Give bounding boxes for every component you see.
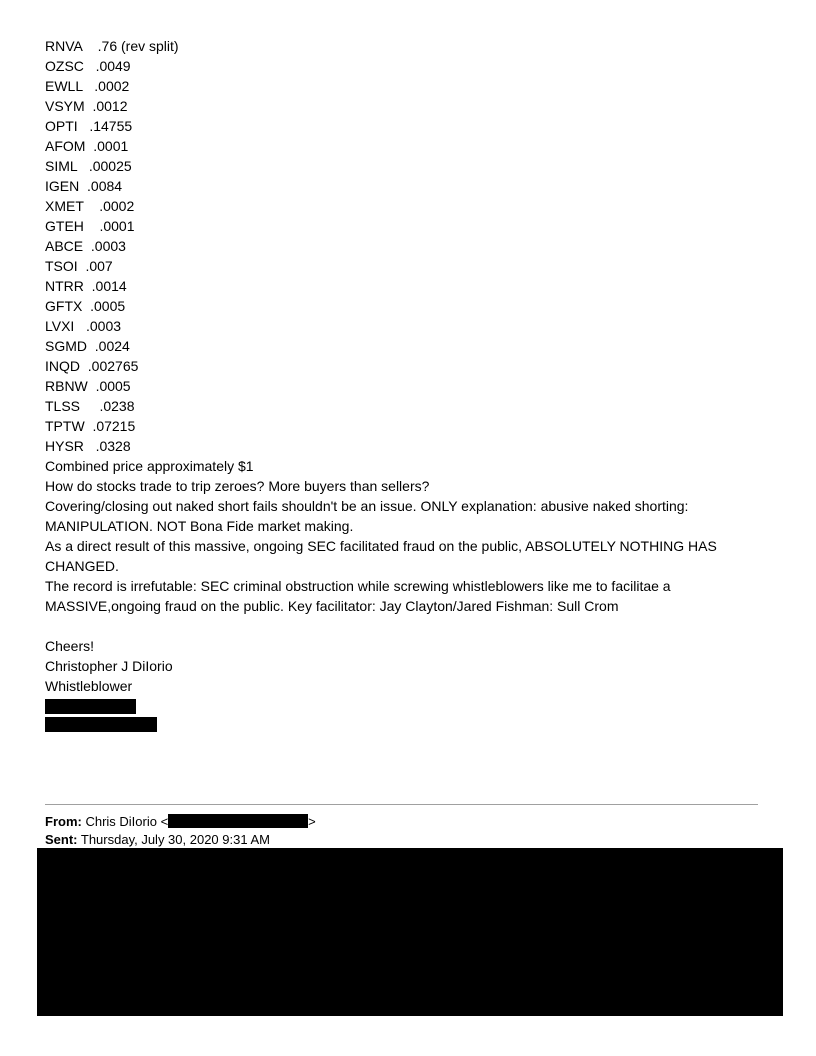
ticker-price: .0238 xyxy=(99,398,135,414)
ticker-row xyxy=(45,316,765,336)
signature-name: Christopher J DiIorio xyxy=(45,658,173,674)
ticker-spacing xyxy=(88,378,96,394)
ticker-symbol: LVXI xyxy=(45,318,75,334)
redacted-block xyxy=(37,848,783,1016)
ticker-row xyxy=(45,56,765,76)
ticker-symbol: TSOI xyxy=(45,258,78,274)
ticker-spacing xyxy=(84,218,100,234)
ticker-symbol: XMET xyxy=(45,198,84,214)
from-row xyxy=(45,813,765,831)
ticker-spacing xyxy=(84,58,96,74)
ticker-row xyxy=(45,156,765,176)
ticker-row xyxy=(45,436,765,456)
message-divider xyxy=(45,804,758,805)
ticker-row xyxy=(45,96,765,116)
combined-price-text: Combined price approximately $1 xyxy=(45,458,254,474)
question-text: How do stocks trade to trip zeroes? More buyers than sellers? xyxy=(45,478,430,494)
ticker-price: .0049 xyxy=(95,58,131,74)
ticker-price: .0328 xyxy=(95,438,131,454)
ticker-spacing xyxy=(80,358,88,374)
ticker-symbol: INQD xyxy=(45,358,80,374)
record-paragraph: The record is irrefutable: SEC criminal obstruction while screwing whistleblowers like me to facilitae a MASSIVE,ongoing fraud on the public. Key facilitator: Jay Clayton/Jared Fishman: Sull Crom xyxy=(45,578,671,614)
ticker-symbol: AFOM xyxy=(45,138,86,154)
ticker-spacing xyxy=(79,178,87,194)
ticker-spacing xyxy=(78,118,90,134)
result-paragraph: As a direct result of this massive, ongoing SEC facilitated fraud on the public, ABSOLUTELY NOTHING HAS CHANGED. xyxy=(45,538,717,574)
redacted-email-address xyxy=(168,814,308,828)
ticker-row xyxy=(45,136,765,156)
ticker-price: .0084 xyxy=(87,178,123,194)
from-name: Chris DiIorio < xyxy=(81,814,169,829)
ticker-price: .007 xyxy=(85,258,113,274)
ticker-price: .76 (rev split) xyxy=(97,38,179,54)
ticker-symbol: EWLL xyxy=(45,78,83,94)
ticker-price: .0001 xyxy=(93,138,129,154)
ticker-spacing xyxy=(83,238,91,254)
ticker-symbol: ABCE xyxy=(45,238,84,254)
ticker-row xyxy=(45,356,765,376)
ticker-spacing xyxy=(80,398,99,414)
ticker-price: .14755 xyxy=(89,118,133,134)
sent-row xyxy=(45,831,765,849)
ticker-row xyxy=(45,116,765,136)
ticker-symbol: NTRR xyxy=(45,278,84,294)
ticker-symbol: TLSS xyxy=(45,398,81,414)
ticker-price: .0001 xyxy=(99,218,135,234)
ticker-price: .0014 xyxy=(91,278,127,294)
ticker-price: .0003 xyxy=(90,238,126,254)
forwarded-message-header xyxy=(45,813,765,849)
ticker-row xyxy=(45,276,765,296)
ticker-symbol: IGEN xyxy=(45,178,80,194)
ticker-price: .00025 xyxy=(88,158,132,174)
ticker-spacing xyxy=(84,198,100,214)
ticker-spacing xyxy=(83,78,95,94)
ticker-row xyxy=(45,416,765,436)
ticker-row xyxy=(45,376,765,396)
ticker-price: .0003 xyxy=(85,318,122,334)
ticker-spacing xyxy=(82,298,90,314)
ticker-row xyxy=(45,216,765,236)
ticker-symbol: VSYM xyxy=(45,98,85,114)
ticker-row xyxy=(45,36,765,56)
ticker-symbol: HYSR xyxy=(45,438,84,454)
ticker-row xyxy=(45,396,765,416)
signature-title: Whistleblower xyxy=(45,678,133,694)
ticker-symbol: SIML xyxy=(45,158,78,174)
redacted-contact-line-1 xyxy=(45,699,136,714)
ticker-price: .07215 xyxy=(92,418,136,434)
from-label: From: xyxy=(45,814,82,829)
ticker-row xyxy=(45,196,765,216)
from-close-bracket: > xyxy=(308,814,316,829)
sent-label: Sent: xyxy=(45,832,78,847)
ticker-spacing xyxy=(74,318,86,334)
ticker-spacing xyxy=(84,278,92,294)
ticker-symbol: OZSC xyxy=(45,58,84,74)
ticker-price: .0005 xyxy=(95,378,131,394)
ticker-price: .002765 xyxy=(87,358,139,374)
ticker-symbol: GFTX xyxy=(45,298,83,314)
ticker-symbol: GTEH xyxy=(45,218,84,234)
ticker-symbol: RBNW xyxy=(45,378,88,394)
ticker-price: .0002 xyxy=(99,198,135,214)
ticker-row xyxy=(45,296,765,316)
ticker-price: .0002 xyxy=(94,78,130,94)
ticker-spacing xyxy=(82,38,98,54)
ticker-spacing xyxy=(77,158,89,174)
blank-line xyxy=(45,616,765,636)
email-body xyxy=(45,36,765,734)
ticker-spacing xyxy=(87,338,95,354)
ticker-symbol: TPTW xyxy=(45,418,85,434)
covering-paragraph: Covering/closing out naked short fails shouldn't be an issue. ONLY explanation: abusive naked shorting: MANIPULATION. NOT Bona Fide market making. xyxy=(45,498,689,534)
ticker-row xyxy=(45,76,765,96)
ticker-row xyxy=(45,256,765,276)
sent-value: Thursday, July 30, 2020 9:31 AM xyxy=(77,832,270,847)
ticker-symbol: SGMD xyxy=(45,338,87,354)
ticker-row xyxy=(45,336,765,356)
signature-closing: Cheers! xyxy=(45,638,95,654)
redacted-contact-line-2 xyxy=(45,717,157,732)
ticker-price: .0024 xyxy=(94,338,130,354)
ticker-row xyxy=(45,176,765,196)
ticker-spacing xyxy=(84,438,96,454)
ticker-symbol: RNVA xyxy=(45,38,83,54)
ticker-price: .0012 xyxy=(92,98,128,114)
ticker-symbol: OPTI xyxy=(45,118,78,134)
ticker-price: .0005 xyxy=(90,298,126,314)
ticker-list xyxy=(45,36,765,456)
ticker-row xyxy=(45,236,765,256)
